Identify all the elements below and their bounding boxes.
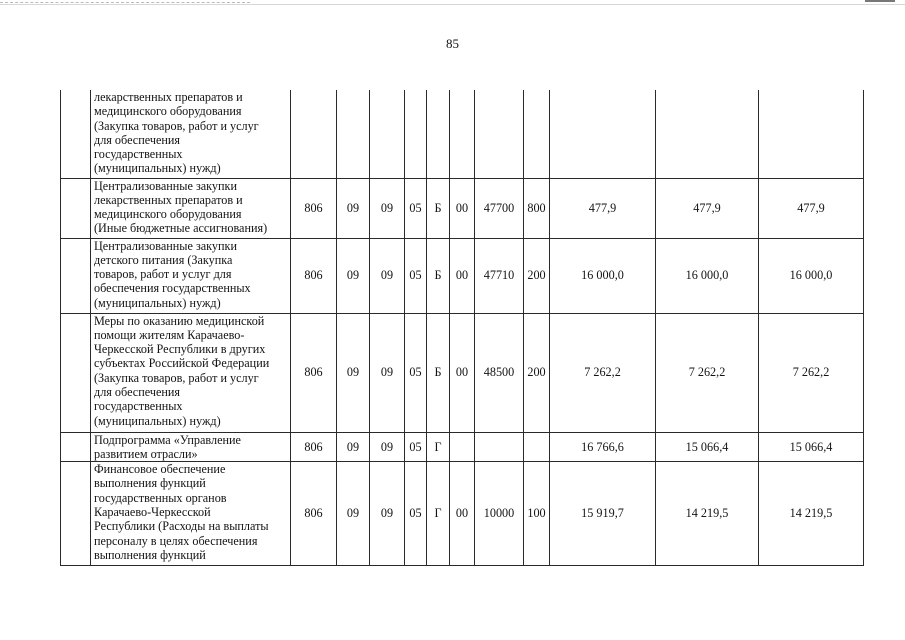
- margin-cell: [61, 432, 91, 462]
- margin-cell: [61, 313, 91, 432]
- amount-year-1: 16 766,6: [550, 432, 656, 462]
- subprogram-code: Б: [427, 178, 450, 238]
- item-name: Централизованные закупки детского питания (Закупка товаров, работ и услуг для обеспечения государственных (муниципальных) нужд): [91, 238, 291, 313]
- expense-code: [475, 432, 524, 462]
- section-code: 09: [337, 313, 370, 432]
- expense-type: 200: [524, 313, 550, 432]
- scan-edge-line: [865, 0, 895, 2]
- amount-year-3: 14 219,5: [759, 462, 864, 566]
- item-name: Финансовое обеспечение выполнения функций государственных органов Карачаево-Черкесской Республики (Расходы на выплаты персоналу в целях обеспечения выполнения функций: [91, 462, 291, 566]
- section-code: 09: [337, 432, 370, 462]
- subsection-code: 09: [370, 432, 405, 462]
- amount-year-1: 15 919,7: [550, 462, 656, 566]
- program-code: 05: [405, 313, 427, 432]
- subprogram-code: Г: [427, 462, 450, 566]
- amount-year-3: 15 066,4: [759, 432, 864, 462]
- page-number: 85: [446, 36, 459, 51]
- ministry-code: 806: [291, 178, 337, 238]
- expense-code: 47700: [475, 178, 524, 238]
- section-code: 09: [337, 178, 370, 238]
- program-code: 05: [405, 432, 427, 462]
- table-row: [61, 313, 864, 432]
- amount-year-2: 477,9: [656, 178, 759, 238]
- amount-year-3: 16 000,0: [759, 238, 864, 313]
- ministry-code: 806: [291, 432, 337, 462]
- section-code: 09: [337, 238, 370, 313]
- subprogram-code: Б: [427, 238, 450, 313]
- amount-year-3: 477,9: [759, 178, 864, 238]
- amount-year-1: 7 262,2: [550, 313, 656, 432]
- ministry-code: 806: [291, 313, 337, 432]
- item-name: Меры по оказанию медицинской помощи жителям Карачаево- Черкесской Республики в других субъектах Российской Федерации (Закупка товаров, работ и услуг для обеспечения государственных (муниципальных) нужд): [91, 313, 291, 432]
- budget-table: [60, 90, 864, 566]
- subsection-code: 09: [370, 462, 405, 566]
- margin-cell: [61, 462, 91, 566]
- table-row: [61, 90, 864, 178]
- amount-year-2: 15 066,4: [656, 432, 759, 462]
- subprogram-code: Б: [427, 313, 450, 432]
- expense-type: 800: [524, 178, 550, 238]
- table-row: [61, 178, 864, 238]
- section-code: 09: [337, 462, 370, 566]
- direction-code: 00: [450, 238, 475, 313]
- amount-year-1: [550, 90, 656, 178]
- ministry-code: [291, 90, 337, 178]
- expense-code: [475, 90, 524, 178]
- expense-type: 100: [524, 462, 550, 566]
- amount-year-2: 14 219,5: [656, 462, 759, 566]
- item-name: Централизованные закупки лекарственных препаратов и медицинского оборудования (Иные бюджетные ассигнования): [91, 178, 291, 238]
- expense-code: 47710: [475, 238, 524, 313]
- table-row: [61, 462, 864, 566]
- amount-year-3: [759, 90, 864, 178]
- margin-cell: [61, 90, 91, 178]
- subsection-code: 09: [370, 238, 405, 313]
- program-code: 05: [405, 238, 427, 313]
- program-code: [405, 90, 427, 178]
- expense-type: [524, 432, 550, 462]
- direction-code: 00: [450, 313, 475, 432]
- margin-cell: [61, 238, 91, 313]
- expense-code: 48500: [475, 313, 524, 432]
- amount-year-3: 7 262,2: [759, 313, 864, 432]
- direction-code: 00: [450, 178, 475, 238]
- direction-code: [450, 432, 475, 462]
- program-code: 05: [405, 178, 427, 238]
- amount-year-1: 16 000,0: [550, 238, 656, 313]
- expense-type: [524, 90, 550, 178]
- item-name: Подпрограмма «Управление развитием отрасли»: [91, 432, 291, 462]
- ministry-code: 806: [291, 462, 337, 566]
- amount-year-2: 7 262,2: [656, 313, 759, 432]
- expense-type: 200: [524, 238, 550, 313]
- ministry-code: 806: [291, 238, 337, 313]
- expense-code: 10000: [475, 462, 524, 566]
- item-name: лекарственных препаратов и медицинского оборудования (Закупка товаров, работ и услуг для обеспечения государственных (муниципальных) нужд): [91, 90, 291, 178]
- amount-year-1: 477,9: [550, 178, 656, 238]
- section-code: [337, 90, 370, 178]
- subsection-code: [370, 90, 405, 178]
- amount-year-2: 16 000,0: [656, 238, 759, 313]
- subprogram-code: Г: [427, 432, 450, 462]
- margin-cell: [61, 178, 91, 238]
- scan-edge-marks: [0, 0, 905, 5]
- subsection-code: 09: [370, 178, 405, 238]
- program-code: 05: [405, 462, 427, 566]
- amount-year-2: [656, 90, 759, 178]
- table-row: [61, 432, 864, 462]
- subsection-code: 09: [370, 313, 405, 432]
- direction-code: [450, 90, 475, 178]
- table-row: [61, 238, 864, 313]
- subprogram-code: [427, 90, 450, 178]
- scan-edge-line: [0, 2, 250, 3]
- scan-edge-line: [0, 4, 905, 5]
- direction-code: 00: [450, 462, 475, 566]
